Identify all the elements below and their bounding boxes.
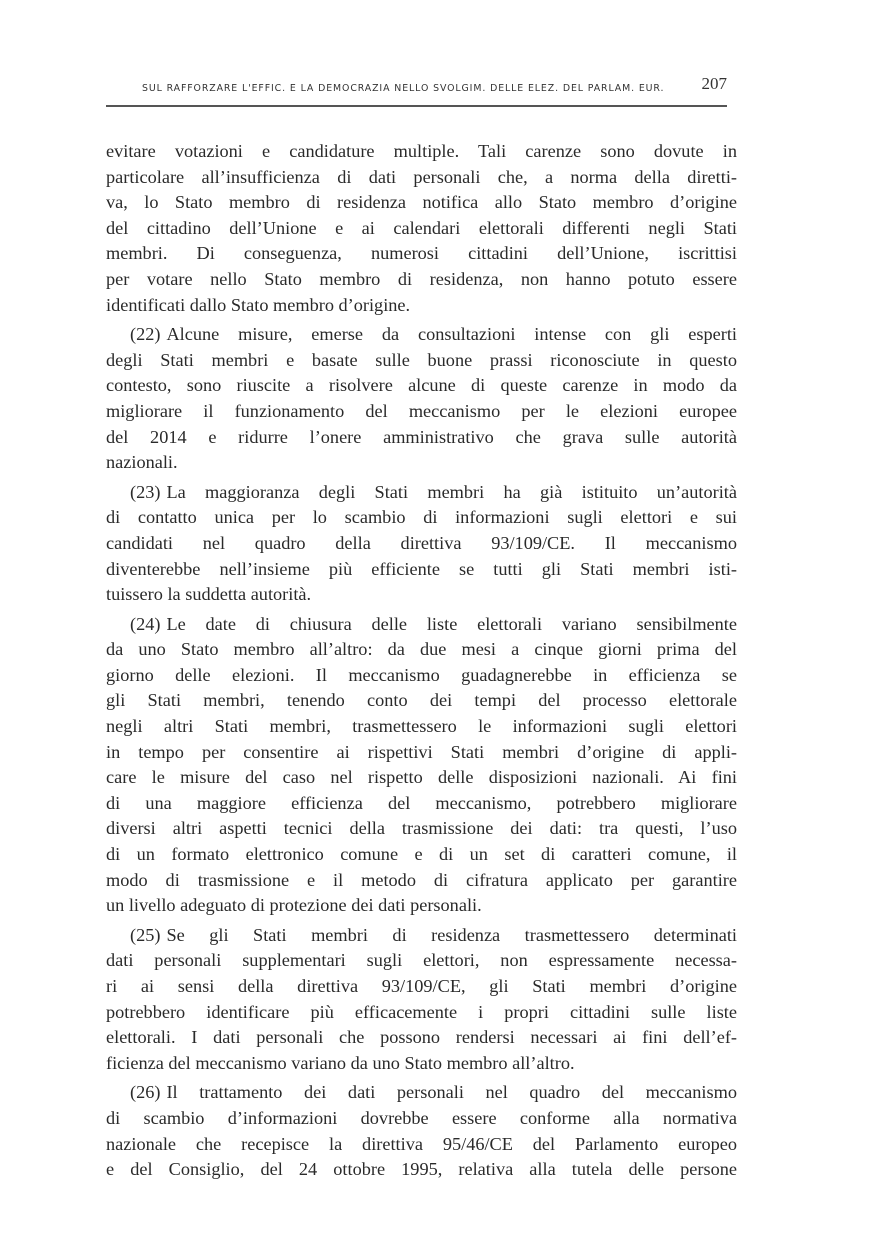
line-text: per votare nello Stato membro di residenza, non hanno potuto essere xyxy=(106,268,737,289)
line-text: del 2014 e ridurre l’onere amministrativo che grava sulle autorità xyxy=(106,426,737,447)
line-text: Il trattamento dei dati personali nel quadro del meccanismo xyxy=(166,1082,737,1103)
text-line xyxy=(106,399,737,425)
line-text: del cittadino dell’Unione e ai calendari elettorali differenti negli Stati xyxy=(106,217,737,238)
line-text: di un formato elettronico comune e di un set di caratteri comune, il xyxy=(106,844,737,865)
text-line xyxy=(106,1000,737,1026)
text-line xyxy=(106,868,737,894)
line-text: va, lo Stato membro di residenza notifica allo Stato membro d’origine xyxy=(106,192,737,213)
line-text: Alcune misure, emerse da consultazioni intense con gli esperti xyxy=(166,324,737,345)
line-text: Le date di chiusura delle liste elettorali variano sensibilmente xyxy=(166,613,737,634)
text-line xyxy=(106,373,737,399)
text-line xyxy=(106,480,737,506)
text-line xyxy=(106,791,737,817)
text-line xyxy=(106,663,737,689)
running-header xyxy=(106,74,727,100)
text-line xyxy=(106,816,737,842)
text-line xyxy=(106,1025,737,1051)
line-text: e del Consiglio, del 24 ottobre 1995, relativa alla tutela delle persone xyxy=(106,1159,737,1180)
line-text: di contatto unica per lo scambio di informazioni sugli elettori e sui xyxy=(106,507,737,528)
text-line xyxy=(106,557,737,583)
text-line xyxy=(106,322,737,348)
text-line xyxy=(106,293,737,319)
text-line xyxy=(106,765,737,791)
text-line xyxy=(106,241,737,267)
text-line xyxy=(106,450,737,476)
recital-paragraph xyxy=(106,1080,737,1182)
text-line xyxy=(106,139,737,165)
text-line xyxy=(106,165,737,191)
line-text: care le misure del caso nel rispetto delle disposizioni nazionali. Ai fini xyxy=(106,767,737,788)
line-text: contesto, sono riuscite a risolvere alcune di queste carenze in modo da xyxy=(106,375,737,396)
line-text: gli Stati membri, tenendo conto dei tempi del processo elettorale xyxy=(106,690,737,711)
line-text: particolare all’insufficienza di dati personali che, a norma della diretti- xyxy=(106,166,737,187)
line-text: da uno Stato membro all’altro: da due mesi a cinque giorni prima del xyxy=(106,639,737,660)
text-line xyxy=(106,1106,737,1132)
paragraph xyxy=(106,139,737,318)
line-text: membri. Di conseguenza, numerosi cittadini dell’Unione, iscrittisi xyxy=(106,243,737,264)
line-text: di scambio d’informazioni dovrebbe essere conforme alla normativa xyxy=(106,1107,737,1128)
text-line xyxy=(106,1132,737,1158)
text-line xyxy=(106,923,737,949)
text-line xyxy=(106,1051,737,1077)
text-line xyxy=(106,531,737,557)
recital-paragraph xyxy=(106,480,737,608)
recital-number: (23) xyxy=(130,481,161,502)
page-number: 207 xyxy=(701,74,727,93)
recital-number: (24) xyxy=(130,613,161,634)
text-line xyxy=(106,505,737,531)
text-line xyxy=(106,893,737,919)
text-line xyxy=(106,974,737,1000)
line-text: candidati nel quadro della direttiva 93/109/CE. Il meccanismo xyxy=(106,532,737,553)
body-text xyxy=(106,139,737,1187)
line-text: modo di trasmissione e il metodo di cifratura applicato per garantire xyxy=(106,869,737,890)
line-text: nazionale che recepisce la direttiva 95/46/CE del Parlamento europeo xyxy=(106,1133,737,1154)
line-text: negli altri Stati membri, trasmettessero le informazioni sugli elettori xyxy=(106,716,737,737)
text-line xyxy=(106,425,737,451)
text-line xyxy=(106,714,737,740)
line-text: giorno delle elezioni. Il meccanismo guadagnerebbe in efficienza se xyxy=(106,664,737,685)
text-line xyxy=(106,948,737,974)
text-line xyxy=(106,842,737,868)
line-text: ficienza del meccanismo variano da uno Stato membro all’altro. xyxy=(106,1052,575,1073)
line-text: in tempo per consentire ai rispettivi Stati membri d’origine di appli- xyxy=(106,741,737,762)
line-text: evitare votazioni e candidature multiple. Tali carenze sono dovute in xyxy=(106,141,737,161)
line-text: ri ai sensi della direttiva 93/109/CE, gli Stati membri d’origine xyxy=(106,976,737,996)
line-text: tuissero la suddetta autorità. xyxy=(106,584,312,605)
text-line xyxy=(106,267,737,293)
line-text: diventerebbe nell’insieme più efficiente se tutti gli Stati membri isti- xyxy=(106,558,737,579)
text-line xyxy=(106,216,737,242)
text-line xyxy=(106,348,737,374)
line-text: migliorare il funzionamento del meccanismo per le elezioni europee xyxy=(106,400,737,421)
text-line xyxy=(106,582,737,608)
line-text: nazionali. xyxy=(106,452,178,473)
line-text: identificati dallo Stato membro d’origine. xyxy=(106,294,411,315)
line-text: di una maggiore efficienza del meccanismo, potrebbero migliorare xyxy=(106,792,737,813)
recital-paragraph xyxy=(106,322,737,476)
line-text: dati personali supplementari sugli elettori, non espressamente necessa- xyxy=(106,950,737,971)
text-line xyxy=(106,190,737,216)
line-text: Se gli Stati membri di residenza trasmettessero determinati xyxy=(166,924,737,945)
line-text: La maggioranza degli Stati membri ha già istituito un’autorità xyxy=(166,481,737,502)
line-text: elettorali. I dati personali che possono rendersi necessari ai fini dell’ef- xyxy=(106,1027,737,1048)
text-line xyxy=(106,637,737,663)
recital-number: (26) xyxy=(130,1082,161,1103)
line-text: degli Stati membri e basate sulle buone prassi riconosciute in questo xyxy=(106,349,737,370)
recital-paragraph xyxy=(106,612,737,919)
recital-paragraph xyxy=(106,923,737,1077)
running-title: SUL RAFFORZARE L'EFFIC. E LA DEMOCRAZIA NELLO SVOLGIM. DELLE ELEZ. DEL PARLAM. EUR. xyxy=(142,83,665,94)
text-line xyxy=(106,740,737,766)
header-rule xyxy=(106,105,727,107)
text-line xyxy=(106,1157,737,1183)
line-text: un livello adeguato di protezione dei dati personali. xyxy=(106,895,482,916)
recital-number: (22) xyxy=(130,324,161,345)
line-text: diversi altri aspetti tecnici della trasmissione dei dati: tra questi, l’uso xyxy=(106,818,737,839)
line-text: potrebbero identificare più efficacemente i propri cittadini sulle liste xyxy=(106,1001,737,1022)
text-line xyxy=(106,688,737,714)
text-line xyxy=(106,612,737,638)
recital-number: (25) xyxy=(130,924,161,945)
text-line xyxy=(106,1080,737,1106)
